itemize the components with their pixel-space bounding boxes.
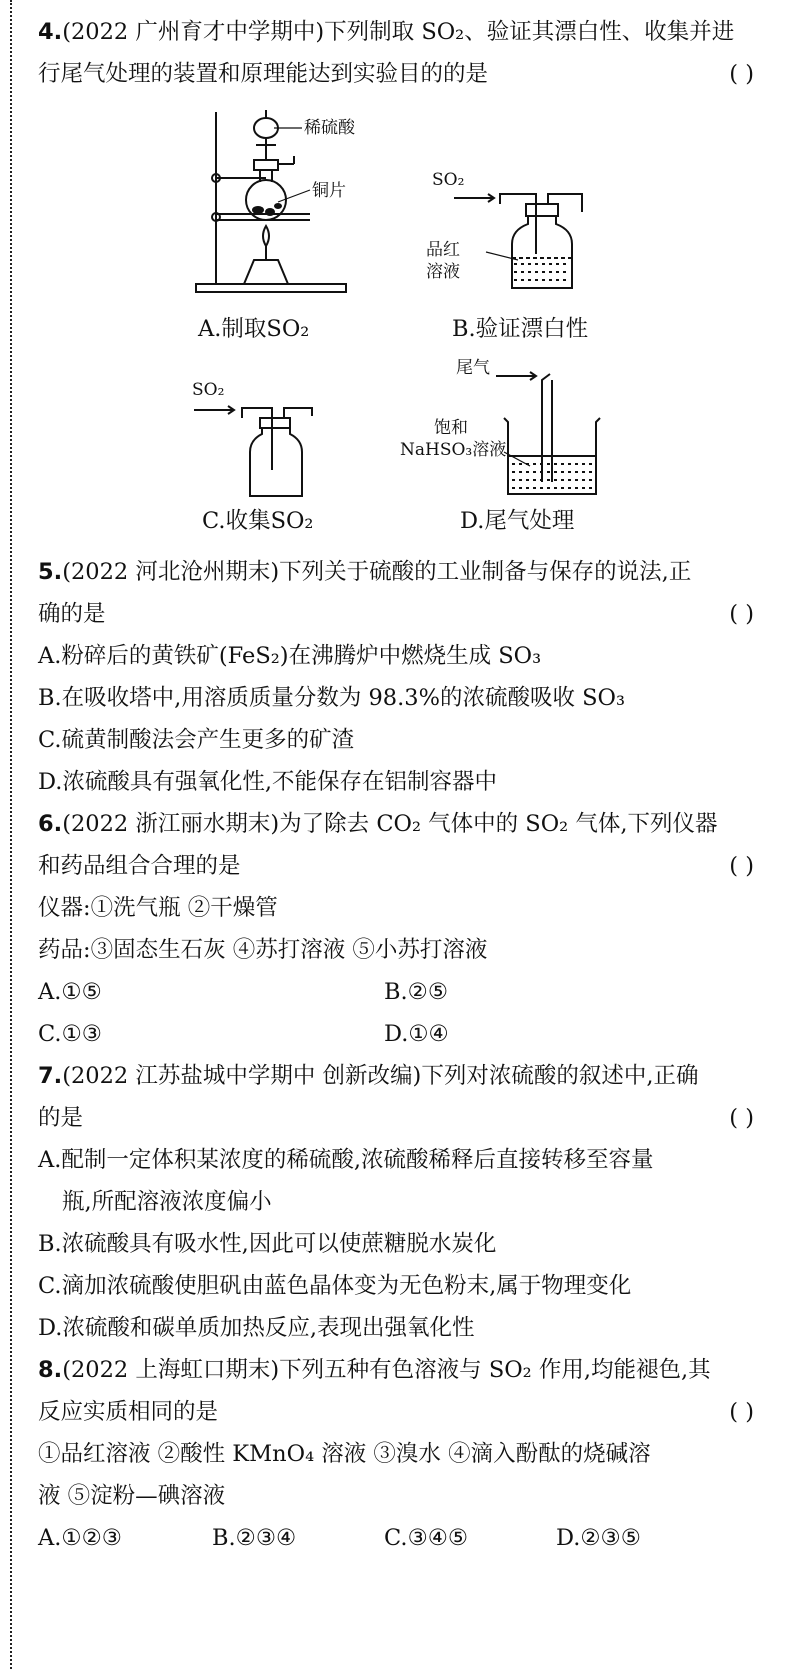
q8-option-d: D.②③⑤ [556,1525,641,1551]
q5-stem-text1: (2022 河北沧州期末)下列关于硫酸的工业制备与保存的说法,正 [62,559,692,585]
q6-stem-text1: (2022 浙江丽水期末)为了除去 CO₂ 气体中的 SO₂ 气体,下列仪器 [62,811,718,837]
q6-option-a: A.①⑤ [38,979,102,1005]
q6-option-c: C.①③ [38,1021,102,1047]
figure-b-gas-bottle [452,180,612,300]
q6-stem-line1 [38,808,718,840]
q7-number: 7. [38,1063,63,1089]
fig-d-solution-label-2: NaHSO₃溶液 [400,440,507,460]
q5-stem-line2: 确的是 [38,601,106,627]
q8-stem-text1: (2022 上海虹口期末)下列五种有色溶液与 SO₂ 作用,均能褪色,其 [62,1357,711,1383]
q6-reagents: 药品:③固态生石灰 ④苏打溶液 ⑤小苏打溶液 [38,937,488,963]
q4-stem-line1 [38,16,734,48]
q8-stem-line2: 反应实质相同的是 [38,1399,219,1425]
fig-b-solution-label-1: 品红 [426,240,460,260]
q8-stem-line1 [38,1354,711,1386]
q7-option-c: C.滴加浓硫酸使胆矾由蓝色晶体变为无色粉末,属于物理变化 [38,1273,632,1299]
q7-option-a-line1: A.配制一定体积某浓度的稀硫酸,浓硫酸稀释后直接转移至容量 [38,1147,654,1173]
fig-a-copper-label: 铜片 [312,181,346,201]
q4-answer-paren: ( ) [729,61,754,87]
q8-answer-paren: ( ) [729,1399,754,1425]
q6-answer-paren: ( ) [729,853,754,879]
q7-option-a-line2: 瓶,所配溶液浓度偏小 [62,1189,272,1215]
q4-stem-line2: 行尾气处理的装置和原理能达到实验目的的是 [38,61,489,87]
q8-items-line1: ①品红溶液 ②酸性 KMnO₄ 溶液 ③溴水 ④滴入酚酞的烧碱溶 [38,1441,651,1467]
fig-c-caption: C.收集SO₂ [202,508,314,534]
q5-option-c: C.硫黄制酸法会产生更多的矿渣 [38,727,355,753]
fig-b-gas-label: SO₂ [432,170,465,190]
q5-option-b: B.在吸收塔中,用溶质质量分数为 98.3%的浓硫酸吸收 SO₃ [38,685,626,711]
q7-stem-line1 [38,1060,698,1092]
fig-d-gas-label: 尾气 [456,358,490,378]
binding-dotted-line [10,0,12,1669]
q7-stem-line2: 的是 [38,1105,84,1131]
fig-d-caption: D.尾气处理 [460,508,575,534]
q5-option-d: D.浓硫酸具有强氧化性,不能保存在铝制容器中 [38,769,498,795]
q8-option-a: A.①②③ [38,1525,122,1551]
fig-a-acid-label: 稀硫酸 [304,118,355,138]
q6-instruments: 仪器:①洗气瓶 ②干燥管 [38,895,278,921]
q7-option-d: D.浓硫酸和碳单质加热反应,表现出强氧化性 [38,1315,475,1341]
figure-c-collect-bottle [192,396,322,500]
q7-answer-paren: ( ) [729,1105,754,1131]
q4-number: 4. [38,19,63,45]
q6-option-d: D.①④ [384,1021,449,1047]
q5-option-a: A.粉碎后的黄铁矿(FeS₂)在沸腾炉中燃烧生成 SO₃ [38,643,542,669]
q6-option-b: B.②⑤ [384,979,449,1005]
q8-items-line2: 液 ⑤淀粉—碘溶液 [38,1483,226,1509]
q8-number: 8. [38,1357,63,1383]
figure-d-beaker [460,366,630,500]
q6-stem-line2: 和药品组合合理的是 [38,853,241,879]
fig-b-caption: B.验证漂白性 [452,316,589,342]
q4-stem-text1: (2022 广州育才中学期中)下列制取 SO₂、验证其漂白性、收集并进 [62,19,735,45]
q5-number: 5. [38,559,63,585]
fig-c-gas-label: SO₂ [192,380,225,400]
q7-option-b: B.浓硫酸具有吸水性,因此可以使蔗糖脱水炭化 [38,1231,497,1257]
q8-option-b: B.②③④ [212,1525,297,1551]
q6-number: 6. [38,811,63,837]
fig-b-solution-label-2: 溶液 [426,262,460,282]
q5-stem-line1 [38,556,691,588]
fig-a-caption: A.制取SO₂ [198,316,310,342]
fig-d-solution-label-1: 饱和 [434,418,468,438]
q8-option-c: C.③④⑤ [384,1525,469,1551]
q5-answer-paren: ( ) [729,601,754,627]
q7-stem-text1: (2022 江苏盐城中学期中 创新改编)下列对浓硫酸的叙述中,正确 [62,1063,699,1089]
